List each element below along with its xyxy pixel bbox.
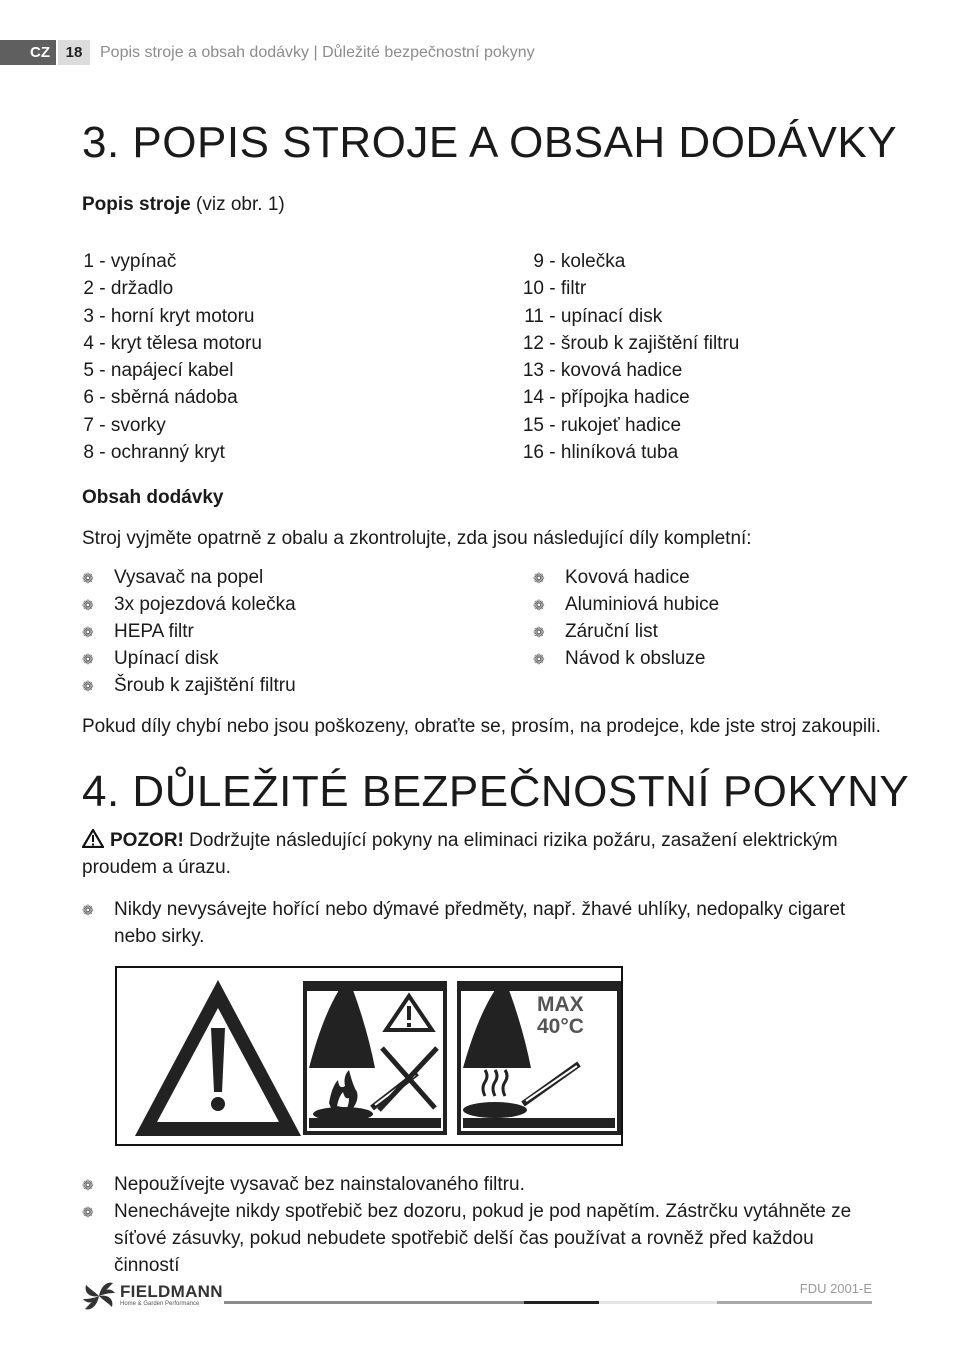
footer-rule-segment <box>717 1301 872 1304</box>
part-separator: - <box>544 387 561 409</box>
part-item <box>522 384 739 411</box>
part-separator: - <box>94 414 111 436</box>
contents-item-text: Aluminiová hubice <box>565 594 720 615</box>
contents-heading <box>82 487 224 509</box>
contents-intro: Stroj vyjměte opatrně z obalu a zkontrolujte, zda jsou následující díly kompletní: <box>82 528 752 549</box>
contents-item <box>82 618 296 645</box>
contents-item <box>533 564 719 591</box>
part-separator: - <box>94 332 111 354</box>
part-item <box>82 275 262 302</box>
list-item-text: Nepoužívejte vysavač bez nainstalovaného filtru. <box>114 1174 525 1195</box>
part-item <box>82 439 262 466</box>
part-separator: - <box>544 332 561 354</box>
part-item <box>522 357 739 384</box>
list-item-text: Nenechávejte nikdy spotřebič bez dozoru, pokud je pod napětím. Zástrčku vytáhněte ze síťové zásuvky, pokud nebudete spotřebič delší čas používat a rovněž před každou činností <box>114 1201 852 1276</box>
part-number: 9 <box>533 251 544 272</box>
part-label: svorky <box>110 414 166 436</box>
part-separator: - <box>94 387 111 409</box>
part-number: 13 <box>522 360 544 382</box>
missing-parts-note: Pokud díly chybí nebo jsou poškozeny, obraťte se, prosím, na prodejce, kde jste stroj zakoupili. <box>82 716 881 737</box>
contents-item <box>82 591 296 618</box>
contents-item-text: Upínací disk <box>114 648 219 669</box>
contents-item <box>82 672 296 699</box>
part-number: 10 <box>522 278 544 300</box>
part-number: 4 <box>83 332 94 354</box>
footer-rule-segment <box>599 1301 717 1304</box>
footer-rule-segment <box>524 1301 599 1304</box>
contents-list-left <box>82 564 296 699</box>
section-4-title: 4. DŮLEŽITÉ BEZPEČNOSTNÍ POKYNY <box>82 767 910 816</box>
parts-subheading-ref: (viz obr. 1) <box>190 194 285 215</box>
brand-logo <box>82 1279 232 1313</box>
list-item <box>82 1198 872 1279</box>
list-item-text: Nikdy nevysávejte hořící nebo dýmavé předměty, např. žhavé uhlíky, nedopalky cigaret nebo sirky. <box>114 899 846 947</box>
max-temp-line1: MAX <box>537 993 584 1016</box>
bullet-icon: ❁ <box>82 624 94 640</box>
contents-item-text: Vysavač na popel <box>114 567 264 588</box>
part-label: upínací disk <box>560 305 663 327</box>
part-number: 3 <box>83 305 94 327</box>
max-temp-line2: 40°C <box>537 1015 584 1038</box>
part-label: šroub k zajištění filtru <box>560 332 740 354</box>
part-label: horní kryt motoru <box>110 305 255 327</box>
contents-item-text: Návod k obsluze <box>565 648 706 669</box>
part-separator: - <box>94 360 111 382</box>
danger-triangle-icon <box>135 980 301 1136</box>
part-label: ochranný kryt <box>110 442 225 464</box>
brand-name: FIELDMANN <box>120 1282 223 1301</box>
part-item <box>82 357 262 384</box>
part-number: 5 <box>83 360 94 382</box>
parts-list-right <box>522 248 739 466</box>
parts-list-left <box>82 248 262 466</box>
part-item <box>522 303 739 330</box>
part-separator: - <box>94 278 111 300</box>
bullet-icon: ❁ <box>533 651 545 667</box>
part-item <box>522 330 739 357</box>
part-item <box>82 412 262 439</box>
warning-paragraph <box>82 827 872 881</box>
part-separator: - <box>94 442 111 464</box>
bullet-icon: ❁ <box>82 1204 94 1220</box>
contents-item-text: Kovová hadice <box>565 567 690 588</box>
bullet-icon: ❁ <box>82 678 94 694</box>
contents-item-text: HEPA filtr <box>114 621 194 642</box>
part-label: hliníková tuba <box>560 442 679 464</box>
part-number: 15 <box>522 414 544 436</box>
part-number: 7 <box>83 414 94 436</box>
contents-heading-text: Obsah dodávky <box>82 487 224 508</box>
contents-item <box>533 645 719 672</box>
bullet-icon: ❁ <box>533 597 545 613</box>
part-label: kovová hadice <box>560 360 683 382</box>
part-label: sběrná nádoba <box>110 387 238 409</box>
part-item <box>522 248 739 275</box>
contents-list-right <box>533 564 719 672</box>
warning-text: Dodržujte následující pokyny na eliminaci rizika požáru, zasažení elektrickým proudem a úrazu. <box>82 830 838 878</box>
bullet-icon: ❁ <box>82 1177 94 1193</box>
part-number: 2 <box>83 278 94 300</box>
safety-list-1 <box>82 896 872 950</box>
contents-item <box>533 618 719 645</box>
part-label: napájecí kabel <box>110 360 234 382</box>
part-number: 6 <box>83 387 94 409</box>
part-number: 16 <box>522 442 544 464</box>
bullet-icon: ❁ <box>82 651 94 667</box>
bullet-icon: ❁ <box>533 624 545 640</box>
brand-tagline: Home & Garden Performance <box>120 1301 200 1307</box>
bullet-icon: ❁ <box>533 570 545 586</box>
model-number: FDU 2001-E <box>799 1281 872 1296</box>
running-header: Popis stroje a obsah dodávky | Důležité bezpečnostní pokyny <box>100 44 535 61</box>
part-label: přípojka hadice <box>560 387 690 409</box>
contents-item <box>82 645 296 672</box>
part-label: držadlo <box>110 278 174 300</box>
warning-pictogram-panel <box>115 966 623 1146</box>
parts-subheading-bold: Popis stroje <box>82 194 191 215</box>
part-number: 8 <box>83 442 94 464</box>
part-label: kolečka <box>560 251 626 272</box>
part-item <box>522 412 739 439</box>
section-3-title: 3. POPIS STROJE A OBSAH DODÁVKY <box>82 118 898 167</box>
page-number: 18 <box>58 40 90 65</box>
part-item <box>522 439 739 466</box>
footer-rule-segment <box>224 1301 524 1304</box>
list-item <box>82 896 872 950</box>
part-item <box>82 330 262 357</box>
part-separator: - <box>544 414 561 436</box>
parts-subheading <box>82 194 285 216</box>
part-separator: - <box>544 251 561 272</box>
max-temp-label <box>537 994 584 1038</box>
part-label: filtr <box>560 278 587 300</box>
part-number: 12 <box>522 332 544 354</box>
part-label: rukojeť hadice <box>560 414 682 436</box>
part-number: 1 <box>83 251 94 272</box>
part-label: vypínač <box>110 251 177 272</box>
part-item <box>82 384 262 411</box>
part-separator: - <box>544 305 561 327</box>
part-item <box>522 275 739 302</box>
fieldmann-fan-icon <box>82 1279 116 1313</box>
list-item <box>82 1171 872 1198</box>
language-badge: CZ <box>0 40 56 65</box>
part-number: 11 <box>524 305 544 327</box>
safety-list-2 <box>82 1171 872 1279</box>
contents-item <box>533 591 719 618</box>
part-item <box>82 303 262 330</box>
bullet-icon: ❁ <box>82 597 94 613</box>
part-number: 14 <box>522 387 544 409</box>
part-separator: - <box>94 251 111 272</box>
bullet-icon: ❁ <box>82 570 94 586</box>
part-separator: - <box>544 278 561 300</box>
contents-item-text: Šroub k zajištění filtru <box>114 675 296 696</box>
contents-item <box>82 564 296 591</box>
contents-item-text: Záruční list <box>565 621 658 642</box>
part-separator: - <box>544 442 561 464</box>
bullet-icon: ❁ <box>82 902 94 918</box>
contents-item-text: 3x pojezdová kolečka <box>114 594 296 615</box>
warning-label: POZOR! <box>110 830 184 851</box>
part-separator: - <box>544 360 561 382</box>
part-label: kryt tělesa motoru <box>110 332 262 354</box>
no-hot-material-icon <box>305 983 445 1133</box>
part-separator: - <box>94 305 111 327</box>
part-item <box>82 248 262 275</box>
warning-triangle-icon <box>82 829 104 848</box>
